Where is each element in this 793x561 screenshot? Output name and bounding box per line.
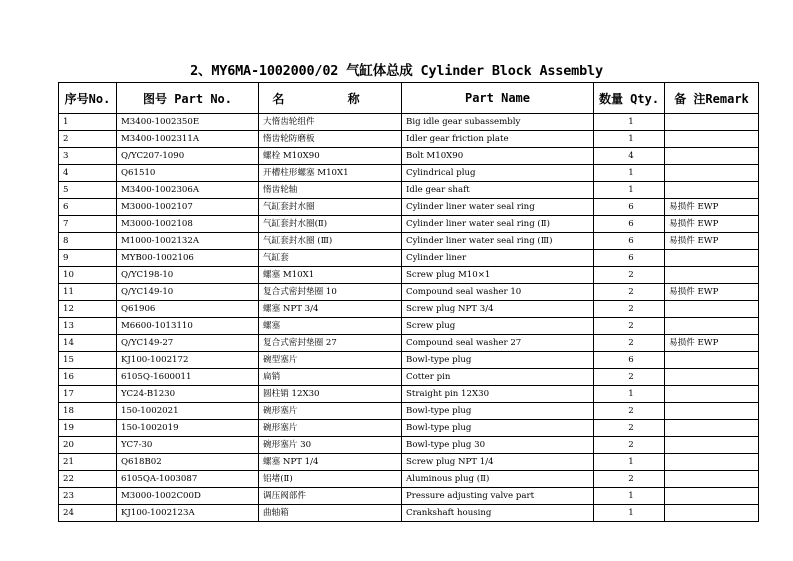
cell-remark (665, 182, 759, 199)
cell-part-name: Crankshaft housing (402, 505, 594, 522)
cell-part-no: M1000-1002132A (117, 233, 259, 250)
cell-no: 19 (59, 420, 117, 437)
cell-part-no: 6105QA-1003087 (117, 471, 259, 488)
cell-no: 15 (59, 352, 117, 369)
cell-no: 24 (59, 505, 117, 522)
table-row (59, 284, 759, 301)
cell-name-cn: 气缸套封水圈 (Ⅲ) (259, 233, 402, 250)
cell-qty: 2 (594, 403, 665, 420)
cell-qty: 2 (594, 318, 665, 335)
cell-name-cn: 气缸套封水圈 (259, 199, 402, 216)
cell-qty: 6 (594, 352, 665, 369)
header-no: 序号No. (59, 83, 117, 114)
cell-qty: 1 (594, 454, 665, 471)
cell-part-name: Cylinder liner water seal ring (Ⅲ) (402, 233, 594, 250)
cell-part-no: M3400-1002311A (117, 131, 259, 148)
cell-part-name: Screw plug NPT 1/4 (402, 454, 594, 471)
cell-qty: 2 (594, 420, 665, 437)
cell-name-cn: 气缸套 (259, 250, 402, 267)
cell-no: 23 (59, 488, 117, 505)
cell-remark (665, 131, 759, 148)
table-row (59, 488, 759, 505)
cell-remark (665, 148, 759, 165)
header-part-no: 图号 Part No. (117, 83, 259, 114)
cell-qty: 2 (594, 471, 665, 488)
cell-name-cn: 碗形塞片 (259, 403, 402, 420)
table-row (59, 267, 759, 284)
cell-remark (665, 267, 759, 284)
table-row (59, 131, 759, 148)
cell-remark: 易损件 EWP (665, 199, 759, 216)
cell-part-name: Bowl-type plug (402, 403, 594, 420)
cell-part-no: Q61510 (117, 165, 259, 182)
cell-no: 3 (59, 148, 117, 165)
cell-part-name: Idler gear friction plate (402, 131, 594, 148)
cell-name-cn: 螺塞 NPT 3/4 (259, 301, 402, 318)
cell-no: 2 (59, 131, 117, 148)
table-row (59, 369, 759, 386)
cell-name-cn: 复合式密封垫圈 27 (259, 335, 402, 352)
cell-remark (665, 318, 759, 335)
cell-part-name: Aluminous plug (Ⅱ) (402, 471, 594, 488)
cell-no: 6 (59, 199, 117, 216)
cell-no: 13 (59, 318, 117, 335)
cell-qty: 6 (594, 216, 665, 233)
cell-qty: 1 (594, 182, 665, 199)
cell-part-name: Bowl-type plug (402, 420, 594, 437)
cell-part-no: M3000-1002C00D (117, 488, 259, 505)
cell-qty: 1 (594, 165, 665, 182)
table-body (59, 114, 759, 522)
table-row (59, 216, 759, 233)
table-row (59, 352, 759, 369)
cell-no: 22 (59, 471, 117, 488)
parts-table (58, 82, 759, 522)
cell-part-no: M3400-1002350E (117, 114, 259, 131)
cell-part-name: Compound seal washer 10 (402, 284, 594, 301)
cell-no: 20 (59, 437, 117, 454)
cell-qty: 2 (594, 284, 665, 301)
cell-part-name: Compound seal washer 27 (402, 335, 594, 352)
cell-part-name: Bowl-type plug 30 (402, 437, 594, 454)
cell-no: 8 (59, 233, 117, 250)
cell-part-no: YC24-B1230 (117, 386, 259, 403)
cell-part-name: Screw plug NPT 3/4 (402, 301, 594, 318)
cell-name-cn: 复合式密封垫圈 10 (259, 284, 402, 301)
cell-remark (665, 352, 759, 369)
cell-no: 11 (59, 284, 117, 301)
document-title: 2、MY6MA-1002000/02 气缸体总成 Cylinder Block Assembly (190, 63, 603, 79)
cell-remark (665, 165, 759, 182)
cell-part-name: Idle gear shaft (402, 182, 594, 199)
cell-no: 14 (59, 335, 117, 352)
cell-remark (665, 420, 759, 437)
cell-part-name: Cylinder liner (402, 250, 594, 267)
cell-name-cn: 大惰齿轮组件 (259, 114, 402, 131)
cell-no: 9 (59, 250, 117, 267)
cell-remark (665, 403, 759, 420)
cell-name-cn: 圆柱销 12X30 (259, 386, 402, 403)
table-row (59, 199, 759, 216)
cell-name-cn: 螺塞 NPT 1/4 (259, 454, 402, 471)
cell-qty: 6 (594, 199, 665, 216)
cell-name-cn: 惰齿轮防磨板 (259, 131, 402, 148)
cell-name-cn: 调压阀部件 (259, 488, 402, 505)
table-row (59, 114, 759, 131)
cell-name-cn: 气缸套封水圈(Ⅱ) (259, 216, 402, 233)
cell-name-cn: 碗型塞片 (259, 352, 402, 369)
cell-qty: 2 (594, 437, 665, 454)
cell-no: 18 (59, 403, 117, 420)
cell-remark (665, 471, 759, 488)
cell-part-name: Bolt M10X90 (402, 148, 594, 165)
cell-part-no: M3000-1002108 (117, 216, 259, 233)
cell-name-cn: 碗形塞片 30 (259, 437, 402, 454)
cell-name-cn: 螺塞 M10X1 (259, 267, 402, 284)
cell-part-no: 150-1002021 (117, 403, 259, 420)
cell-part-name: Bowl-type plug (402, 352, 594, 369)
header-part-name: Part Name (402, 83, 594, 114)
cell-part-name: Cylindrical plug (402, 165, 594, 182)
table-row (59, 471, 759, 488)
cell-qty: 1 (594, 386, 665, 403)
cell-qty: 1 (594, 131, 665, 148)
cell-no: 10 (59, 267, 117, 284)
header-name-cn: 名 称 (259, 83, 402, 114)
cell-part-no: Q61906 (117, 301, 259, 318)
cell-remark (665, 488, 759, 505)
cell-name-cn: 碗形塞片 (259, 420, 402, 437)
cell-qty: 1 (594, 114, 665, 131)
cell-no: 1 (59, 114, 117, 131)
cell-qty: 6 (594, 233, 665, 250)
table-row (59, 420, 759, 437)
cell-part-no: KJ100-1002123A (117, 505, 259, 522)
cell-remark: 易损件 EWP (665, 284, 759, 301)
cell-name-cn: 扁销 (259, 369, 402, 386)
cell-part-no: 6105Q-1600011 (117, 369, 259, 386)
cell-remark (665, 250, 759, 267)
cell-qty: 2 (594, 335, 665, 352)
cell-part-no: YC7-30 (117, 437, 259, 454)
cell-qty: 2 (594, 369, 665, 386)
table-row (59, 318, 759, 335)
cell-qty: 6 (594, 250, 665, 267)
cell-remark (665, 505, 759, 522)
cell-remark (665, 369, 759, 386)
cell-no: 16 (59, 369, 117, 386)
cell-remark: 易损件 EWP (665, 335, 759, 352)
table-row (59, 335, 759, 352)
cell-no: 21 (59, 454, 117, 471)
cell-part-no: M3400-1002306A (117, 182, 259, 199)
table-row (59, 454, 759, 471)
cell-part-no: Q/YC198-10 (117, 267, 259, 284)
cell-remark (665, 454, 759, 471)
cell-qty: 2 (594, 267, 665, 284)
table-row (59, 250, 759, 267)
cell-no: 7 (59, 216, 117, 233)
cell-qty: 1 (594, 505, 665, 522)
table-row (59, 403, 759, 420)
cell-part-name: Screw plug M10×1 (402, 267, 594, 284)
table-row (59, 148, 759, 165)
table-row (59, 301, 759, 318)
cell-name-cn: 惰齿轮轴 (259, 182, 402, 199)
table-row (59, 233, 759, 250)
cell-part-no: M6600-1013110 (117, 318, 259, 335)
cell-part-no: M3000-1002107 (117, 199, 259, 216)
cell-remark (665, 114, 759, 131)
header-qty: 数量 Qty. (594, 83, 665, 114)
cell-part-name: Pressure adjusting valve part (402, 488, 594, 505)
table-row (59, 165, 759, 182)
cell-name-cn: 铝堵(Ⅱ) (259, 471, 402, 488)
cell-name-cn: 螺栓 M10X90 (259, 148, 402, 165)
cell-remark (665, 437, 759, 454)
cell-remark (665, 386, 759, 403)
cell-qty: 2 (594, 301, 665, 318)
cell-remark: 易损件 EWP (665, 216, 759, 233)
cell-part-name: Big idle gear subassembly (402, 114, 594, 131)
cell-part-no: Q618B02 (117, 454, 259, 471)
cell-part-no: Q/YC149-27 (117, 335, 259, 352)
cell-no: 12 (59, 301, 117, 318)
cell-name-cn: 曲轴箱 (259, 505, 402, 522)
cell-part-no: MYB00-1002106 (117, 250, 259, 267)
cell-part-name: Cylinder liner water seal ring (Ⅱ) (402, 216, 594, 233)
cell-part-name: Cotter pin (402, 369, 594, 386)
cell-remark (665, 301, 759, 318)
cell-part-name: Screw plug (402, 318, 594, 335)
cell-name-cn: 螺塞 (259, 318, 402, 335)
cell-no: 4 (59, 165, 117, 182)
table-header-row (59, 83, 759, 114)
cell-part-no: KJ100-1002172 (117, 352, 259, 369)
cell-no: 5 (59, 182, 117, 199)
table-row (59, 505, 759, 522)
cell-remark: 易损件 EWP (665, 233, 759, 250)
cell-part-no: Q/YC207-1090 (117, 148, 259, 165)
cell-part-no: Q/YC149-10 (117, 284, 259, 301)
cell-no: 17 (59, 386, 117, 403)
cell-name-cn: 开槽柱形螺塞 M10X1 (259, 165, 402, 182)
table-row (59, 437, 759, 454)
cell-qty: 1 (594, 488, 665, 505)
table-row (59, 182, 759, 199)
table-row (59, 386, 759, 403)
cell-qty: 4 (594, 148, 665, 165)
header-remark: 备 注Remark (665, 83, 759, 114)
cell-part-no: 150-1002019 (117, 420, 259, 437)
cell-part-name: Straight pin 12X30 (402, 386, 594, 403)
cell-part-name: Cylinder liner water seal ring (402, 199, 594, 216)
